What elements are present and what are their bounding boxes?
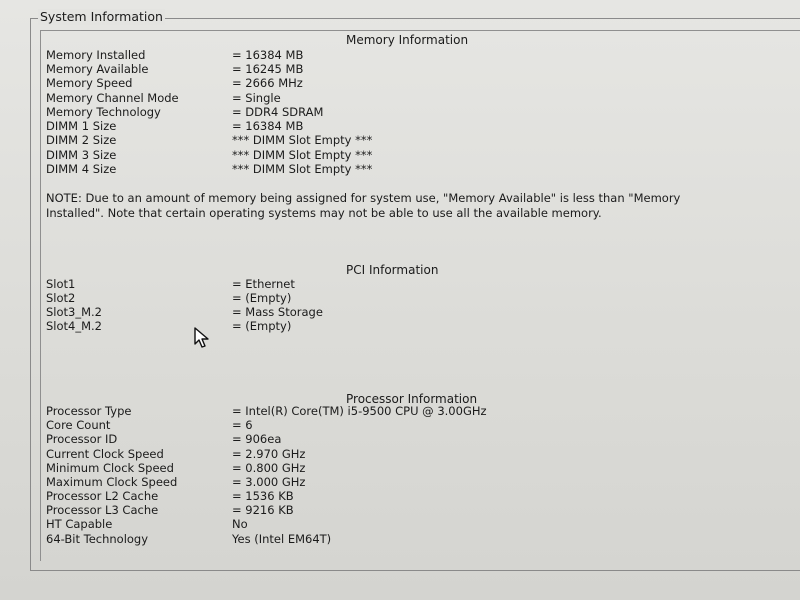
mouse-pointer-icon [193,327,211,349]
processor-label: Maximum Clock Speed [46,475,178,489]
processor-row [46,489,766,503]
pci-label: Slot3_M.2 [46,305,103,319]
memory-label: Memory Channel Mode [46,91,179,105]
memory-label: Memory Technology [46,105,161,119]
memory-label: DIMM 4 Size [46,162,117,176]
processor-row [46,432,766,446]
memory-value: *** DIMM Slot Empty *** [232,148,373,162]
pci-label: Slot4_M.2 [46,319,103,333]
processor-value: = 906ea [232,432,282,446]
processor-row [46,418,766,432]
processor-value: = 9216 KB [232,503,294,517]
memory-value: = 16384 MB [232,119,304,133]
processor-value: = 3.000 GHz [232,475,306,489]
processor-label: Processor ID [46,432,118,446]
processor-label: Minimum Clock Speed [46,461,174,475]
processor-label: Processor L2 Cache [46,489,159,503]
memory-note: NOTE: Due to an amount of memory being assigned for system use, "Memory Available" is less than "Memory Installed". Note that certain operating systems may not be able to use all the available memory. [46,191,681,220]
pci-row [46,277,766,291]
memory-value: *** DIMM Slot Empty *** [232,133,373,147]
memory-row [46,133,766,147]
processor-label: 64-Bit Technology [46,532,149,546]
processor-row [46,517,766,531]
memory-section-title: Memory Information [346,33,469,47]
processor-label: Current Clock Speed [46,447,164,461]
memory-row [46,76,766,90]
memory-label: Memory Speed [46,76,133,90]
pci-row [46,291,766,305]
processor-value: = 1536 KB [232,489,294,503]
processor-value: Yes (Intel EM64T) [232,532,332,546]
processor-section-title: Processor Information [346,392,478,406]
pci-label: Slot1 [46,277,76,291]
processor-value: = Intel(R) Core(TM) i5-9500 CPU @ 3.00GHz [232,404,487,418]
processor-value: = 2.970 GHz [232,447,306,461]
memory-row [46,119,766,133]
memory-label: DIMM 2 Size [46,133,117,147]
memory-value: *** DIMM Slot Empty *** [232,162,373,176]
pci-label: Slot2 [46,291,76,305]
memory-row [46,105,766,119]
pci-value: = (Empty) [232,319,292,333]
window-title: System Information [40,9,163,24]
processor-value: No [232,517,248,531]
memory-value: = 2666 MHz [232,76,303,90]
processor-row [46,475,766,489]
memory-value: = DDR4 SDRAM [232,105,324,119]
memory-row [46,162,766,176]
processor-row [46,447,766,461]
memory-row [46,48,766,62]
memory-row [46,148,766,162]
processor-label: Processor Type [46,404,132,418]
processor-row [46,503,766,517]
memory-value: = 16384 MB [232,48,304,62]
processor-label: HT Capable [46,517,113,531]
memory-label: DIMM 3 Size [46,148,117,162]
processor-row [46,532,766,546]
pci-row [46,319,766,333]
memory-label: DIMM 1 Size [46,119,117,133]
memory-label: Memory Installed [46,48,146,62]
processor-value: = 0.800 GHz [232,461,306,475]
processor-label: Processor L3 Cache [46,503,159,517]
processor-row [46,404,766,418]
memory-value: = Single [232,91,281,105]
pci-value: = (Empty) [232,291,292,305]
pci-value: = Mass Storage [232,305,323,319]
memory-label: Memory Available [46,62,149,76]
pci-value: = Ethernet [232,277,295,291]
processor-row [46,461,766,475]
memory-row [46,91,766,105]
memory-row [46,62,766,76]
processor-label: Core Count [46,418,111,432]
processor-value: = 6 [232,418,253,432]
pci-row [46,305,766,319]
pci-section-title: PCI Information [346,263,439,277]
memory-value: = 16245 MB [232,62,304,76]
